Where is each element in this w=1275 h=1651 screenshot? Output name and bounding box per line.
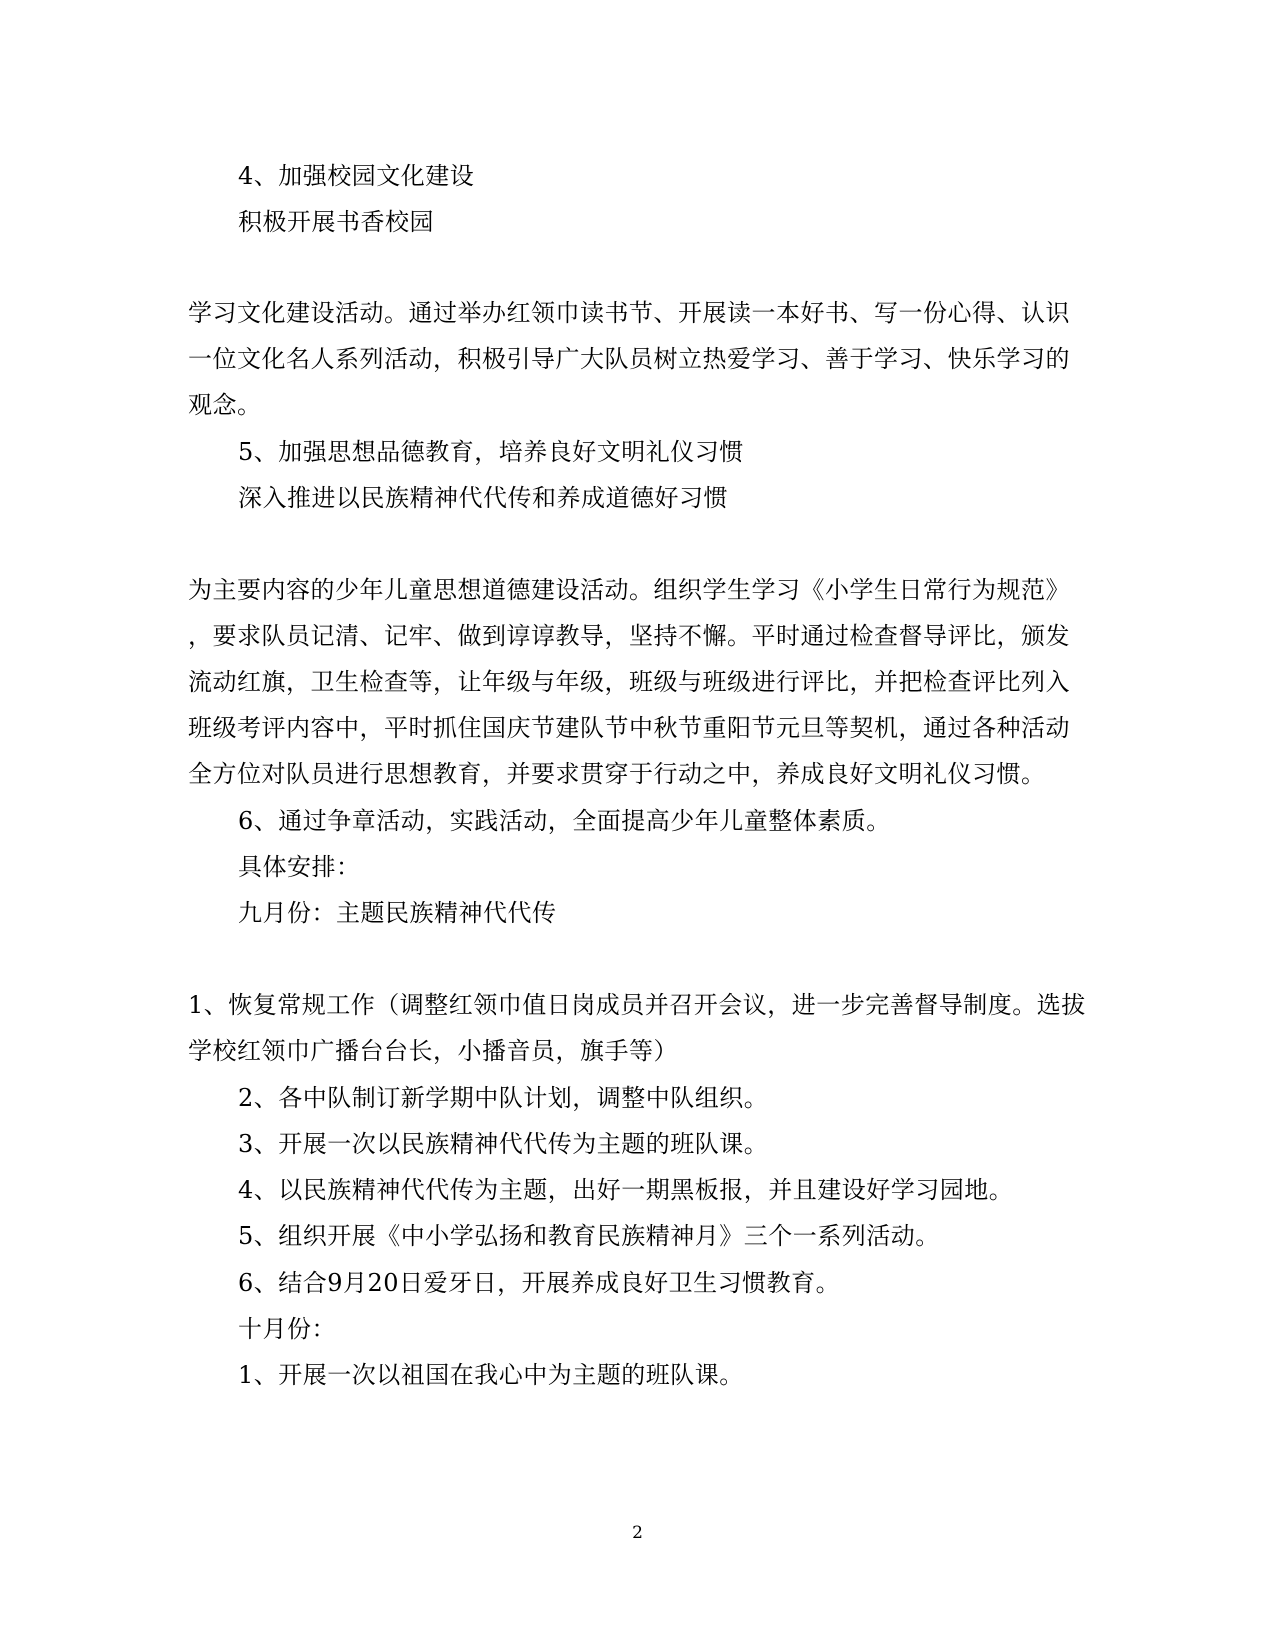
paragraph-line: 为主要内容的少年儿童思想道德建设活动。组织学生学习《小学生日常行为规范》: [188, 576, 1070, 604]
paragraph-line: 学习文化建设活动。通过举办红领巾读书节、开展读一本好书、写一份心得、认识: [188, 299, 1070, 327]
list-item: 2、各中队制订新学期中队计划，调整中队组织。: [238, 1084, 769, 1112]
list-item-heading: 4、加强校园文化建设: [238, 162, 475, 190]
list-item: 学校红领巾广播台台长，小播音员，旗手等）: [188, 1037, 678, 1065]
list-item: 1、恢复常规工作（调整红领巾值日岗成员并召开会议，进一步完善督导制度。选拔: [188, 991, 1086, 1019]
paragraph-line: ，要求队员记清、记牢、做到谆谆教导，坚持不懈。平时通过检查督导评比，颁发: [188, 622, 1070, 650]
paragraph-line: 全方位对队员进行思想教育，并要求贯穿于行动之中，养成良好文明礼仪习惯。: [188, 760, 1046, 788]
list-item: 6、结合9月20日爱牙日，开展养成良好卫生习惯教育。: [238, 1269, 841, 1297]
list-item-heading: 6、通过争章活动，实践活动，全面提高少年儿童整体素质。: [238, 807, 891, 835]
list-item: 5、组织开展《中小学弘扬和教育民族精神月》三个一系列活动。: [238, 1222, 940, 1250]
list-item: 1、开展一次以祖国在我心中为主题的班队课。: [238, 1361, 744, 1389]
month-heading: 九月份：主题民族精神代代传: [238, 899, 557, 927]
paragraph-line: 班级考评内容中，平时抓住国庆节建队节中秋节重阳节元旦等契机，通过各种活动: [188, 714, 1070, 742]
paragraph-line: 观念。: [188, 391, 262, 419]
paragraph-line: 一位文化名人系列活动，积极引导广大队员树立热爱学习、善于学习、快乐学习的: [188, 345, 1070, 373]
page-number: 2: [632, 1523, 643, 1543]
list-item-heading: 5、加强思想品德教育，培养良好文明礼仪习惯: [238, 438, 744, 466]
section-label: 具体安排：: [238, 853, 361, 881]
paragraph-line: 深入推进以民族精神代代传和养成道德好习惯: [238, 484, 728, 512]
list-item: 4、以民族精神代代传为主题，出好一期黑板报，并且建设好学习园地。: [238, 1176, 1014, 1204]
month-heading: 十月份：: [238, 1315, 336, 1343]
paragraph-line: 积极开展书香校园: [238, 208, 434, 236]
list-item: 3、开展一次以民族精神代代传为主题的班队课。: [238, 1130, 769, 1158]
paragraph-line: 流动红旗，卫生检查等，让年级与年级，班级与班级进行评比，并把检查评比列入: [188, 668, 1070, 696]
